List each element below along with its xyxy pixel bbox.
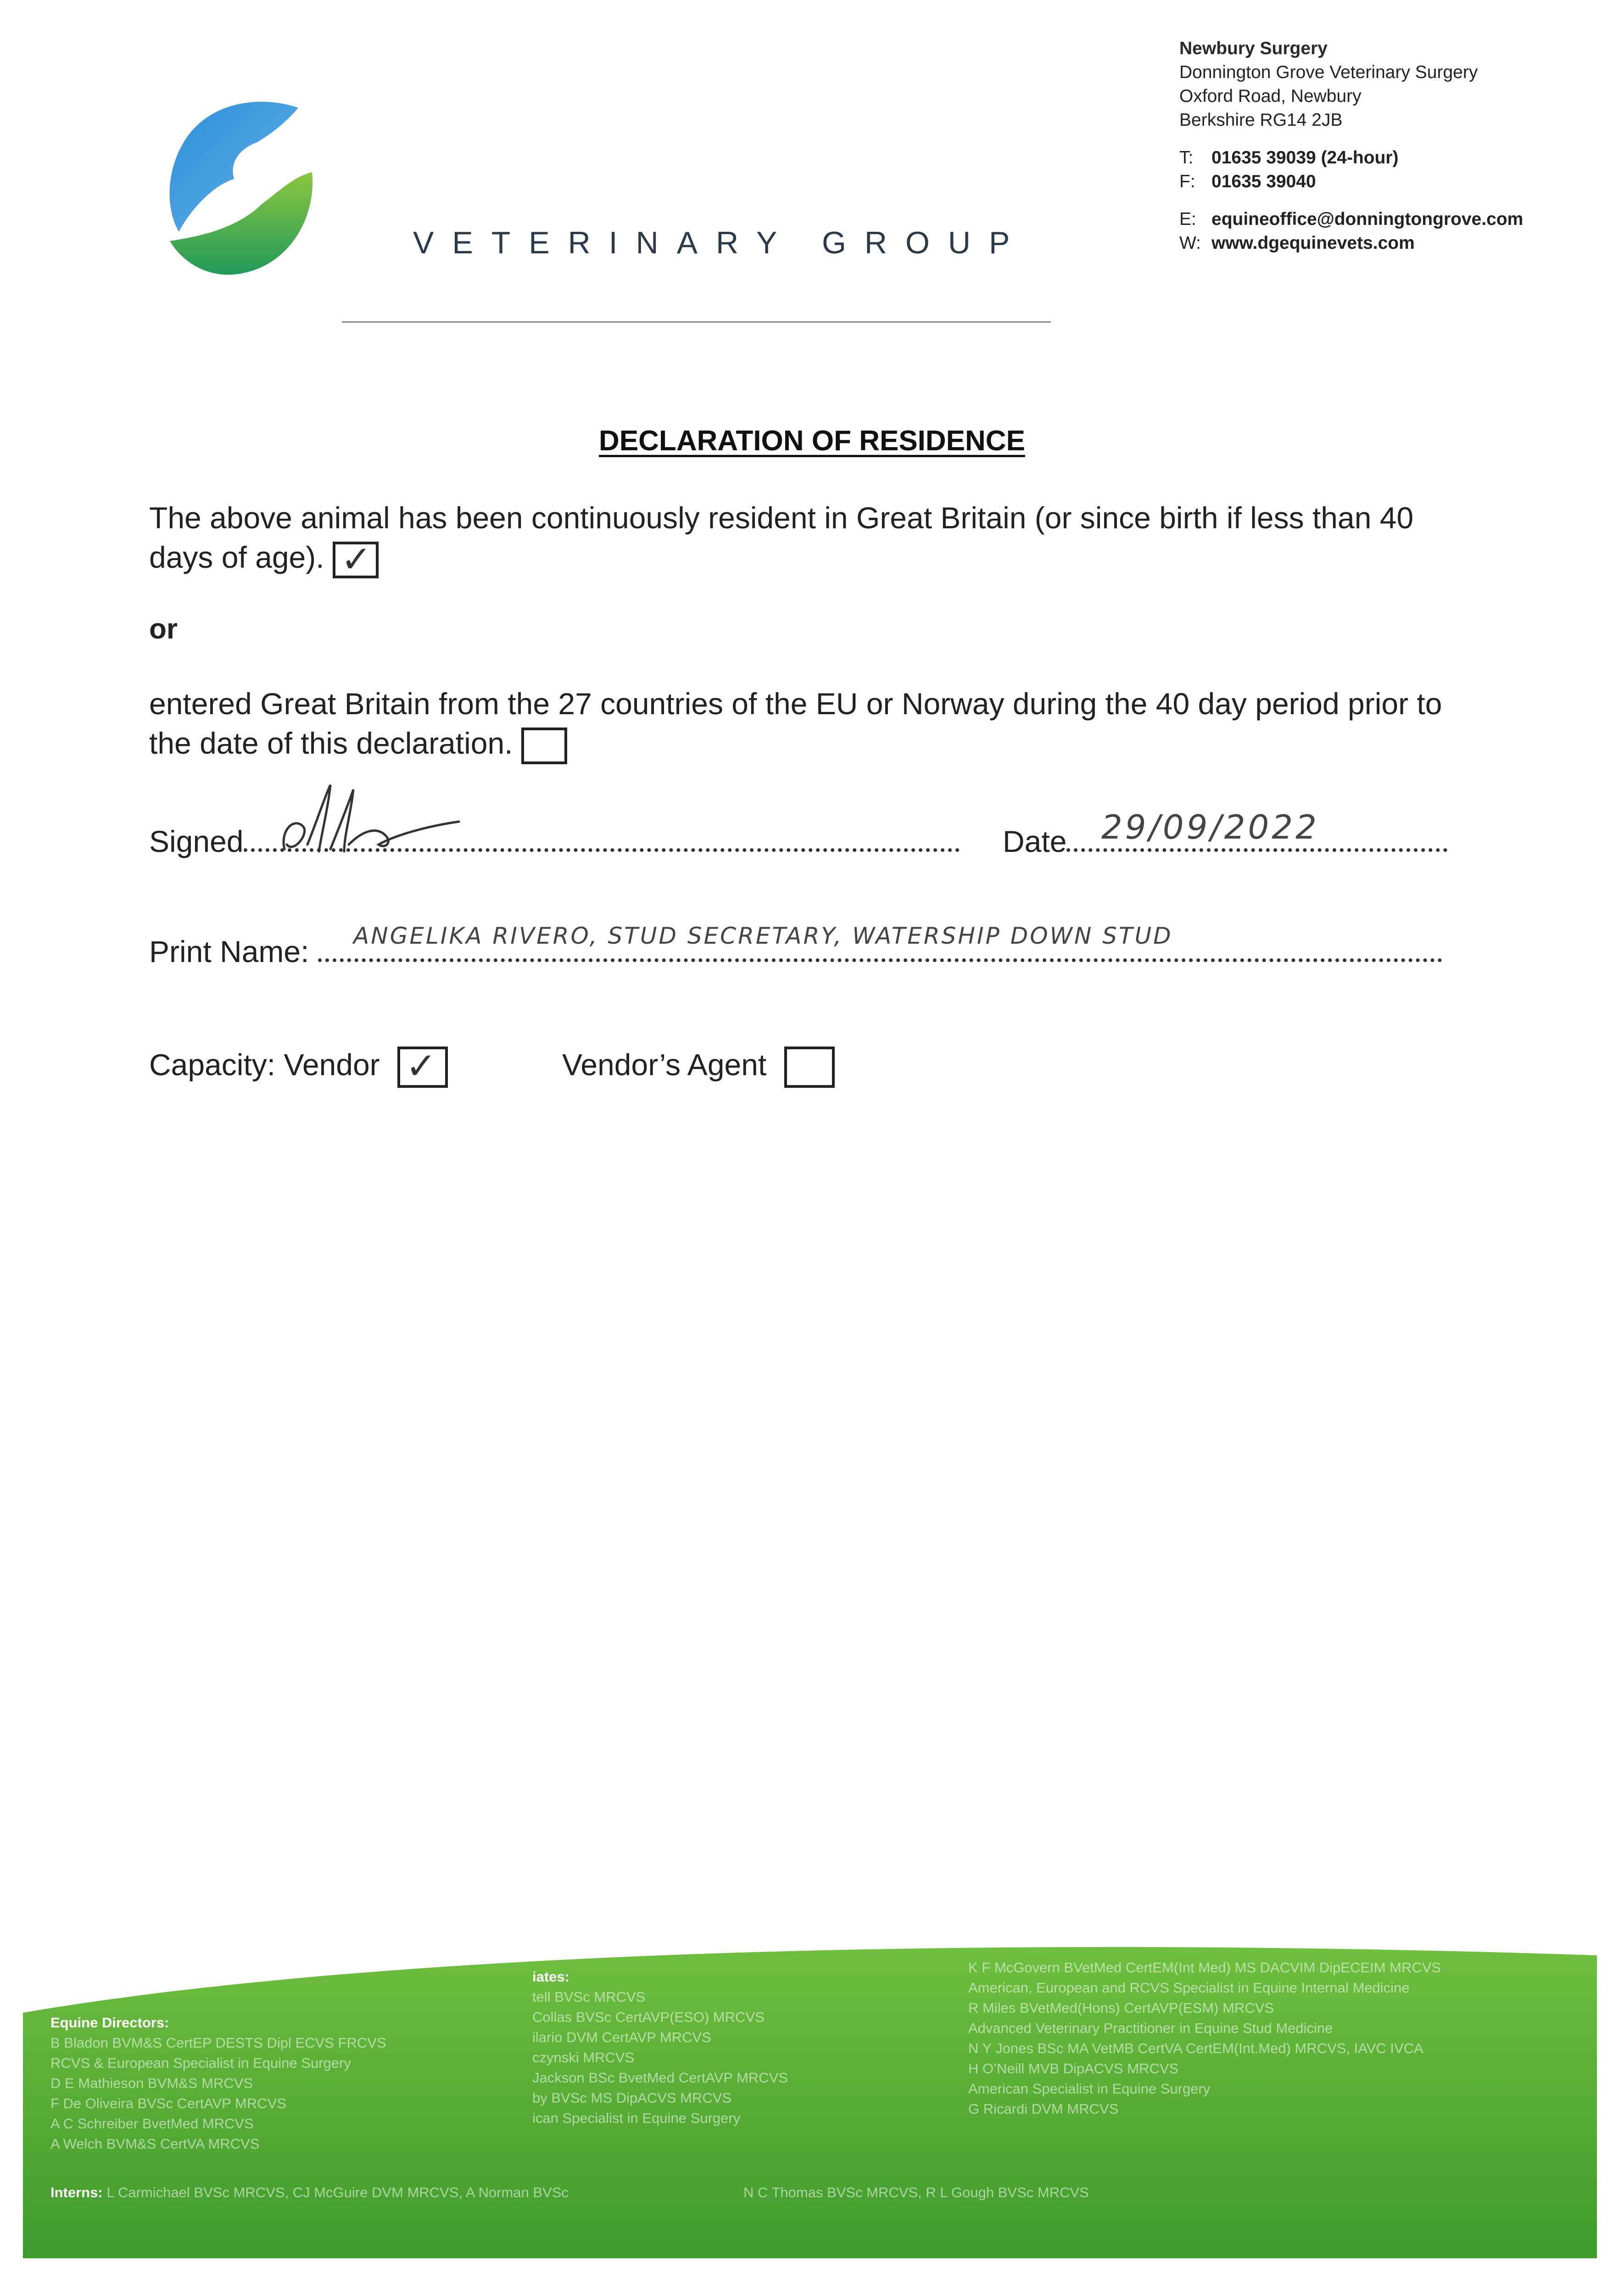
vendor-agent-label: Vendor’s Agent xyxy=(562,1047,767,1082)
specialist-line: R Miles BVetMed(Hons) CertAVP(ESM) MRCVS xyxy=(968,2000,1274,2016)
address-line-1: Donnington Grove Veterinary Surgery xyxy=(1179,62,1478,82)
director-line: A C Schreiber BvetMed MRCVS xyxy=(50,2116,254,2132)
or-separator: or xyxy=(149,613,178,645)
residence-option-1-checkbox[interactable] xyxy=(333,537,379,581)
residence-option-2-text: entered Great Britain from the 27 countries of the EU or Norway during the 40 day period prior to the date of this declaration. xyxy=(149,687,1442,760)
footer-directors xyxy=(50,2013,386,2154)
residence-option-1 xyxy=(149,498,1480,581)
email-address: equineoffice@donningtongrove.com xyxy=(1211,209,1524,229)
fax-number: 01635 39040 xyxy=(1211,172,1316,191)
associate-line: Jackson BSc BvetMed CertAVP MRCVS xyxy=(532,2070,788,2086)
footer-associates xyxy=(532,1967,788,2128)
veterinary-group-logo xyxy=(161,99,321,282)
vendor-checkbox[interactable] xyxy=(397,1047,448,1088)
fax-row xyxy=(1179,170,1523,194)
interns-label: Interns: xyxy=(50,2184,103,2200)
associate-line: czynski MRCVS xyxy=(532,2049,635,2066)
date-label: Date xyxy=(1003,824,1067,858)
specialist-line: G Ricardi DVM MRCVS xyxy=(968,2101,1119,2117)
vendor-agent-field xyxy=(562,1047,835,1088)
residence-option-2-checkbox[interactable] xyxy=(521,728,567,764)
web-address: www.dgequinevets.com xyxy=(1211,233,1415,253)
specialist-line: Advanced Veterinary Practitioner in Equine Stud Medicine xyxy=(968,2020,1333,2036)
associate-line: Collas BVSc CertAVP(ESO) MRCVS xyxy=(532,2009,765,2025)
fax-label: F: xyxy=(1179,172,1195,191)
director-line: A Welch BVM&S CertVA MRCVS xyxy=(50,2136,260,2152)
date-value: 29/09/2022 xyxy=(1101,808,1319,846)
residence-option-1-text: The above animal has been continuously resident in Great Britain (or since birth if less than 40 days of age). xyxy=(149,501,1414,574)
interns-list: L Carmichael BVSc MRCVS, CJ McGuire DVM MRCVS, A Norman BVSc xyxy=(106,2184,569,2200)
print-name-label: Print Name: xyxy=(149,935,309,968)
residence-option-2 xyxy=(149,684,1480,764)
web-row xyxy=(1179,231,1523,255)
specialist-line: K F McGovern BVetMed CertEM(Int Med) MS DACVIM DipECEIM MRCVS xyxy=(968,1959,1441,1976)
vendor-agent-checkbox[interactable] xyxy=(784,1047,835,1088)
footer-interns xyxy=(50,2183,569,2203)
directors-label: Equine Directors: xyxy=(50,2015,169,2031)
associates-label: iates: xyxy=(532,1969,569,1985)
director-line: F De Oliveira BVSc CertAVP MRCVS xyxy=(50,2095,286,2111)
associate-line: by BVSc MS DipACVS MRCVS xyxy=(532,2090,732,2106)
capacity-field xyxy=(149,1047,448,1088)
web-label: W: xyxy=(1179,233,1201,253)
director-line: B Bladon BVM&S CertEP DESTS Dipl ECVS FRCVS xyxy=(50,2035,386,2051)
specialist-line: American, European and RCVS Specialist in Equine Internal Medicine xyxy=(968,1980,1410,1996)
specialist-line: N Y Jones BSc MA VetMB CertVA CertEM(Int.Med) MRCVS, IAVC IVCA xyxy=(968,2040,1423,2056)
director-line: RCVS & European Specialist in Equine Surgery xyxy=(50,2055,351,2071)
associate-line: ilario DVM CertAVP MRCVS xyxy=(532,2029,711,2045)
header-divider xyxy=(342,321,1051,323)
check-mark-icon: ✓ xyxy=(340,537,372,581)
footer-specialists xyxy=(968,1958,1441,2119)
associate-line: tell BVSc MRCVS xyxy=(532,1989,646,2005)
print-name-line[interactable] xyxy=(318,952,1442,962)
email-row xyxy=(1179,207,1523,231)
address-line-2: Oxford Road, Newbury xyxy=(1179,86,1362,106)
capacity-label: Capacity: Vendor xyxy=(149,1047,380,1082)
specialist-line: H O’Neill MVB DipACVS MRCVS xyxy=(968,2060,1179,2077)
address-block xyxy=(1179,37,1523,255)
signed-field xyxy=(149,824,960,859)
specialist-line: American Specialist in Equine Surgery xyxy=(968,2081,1211,2097)
page-title: DECLARATION OF RESIDENCE xyxy=(599,425,1025,457)
address-line-3: Berkshire RG14 2JB xyxy=(1179,110,1343,130)
associate-line: ican Specialist in Equine Surgery xyxy=(532,2110,741,2126)
signed-label: Signed xyxy=(149,824,244,858)
check-mark-icon: ✓ xyxy=(405,1045,437,1087)
print-name-value: ANGELIKA RIVERO, STUD SECRETARY, WATERSHIP DOWN STUD xyxy=(353,923,1173,949)
telephone-number: 01635 39039 (24-hour) xyxy=(1211,148,1399,168)
telephone-label: T: xyxy=(1179,148,1194,168)
footer-interns-2: N C Thomas BVSc MRCVS, R L Gough BVSc MRCVS xyxy=(743,2184,1089,2200)
handwritten-signature xyxy=(275,776,468,868)
brand-name: VETERINARY GROUP xyxy=(413,225,1028,260)
email-label: E: xyxy=(1179,209,1196,229)
telephone-row xyxy=(1179,146,1523,170)
surgery-name: Newbury Surgery xyxy=(1179,39,1328,58)
director-line: D E Mathieson BVM&S MRCVS xyxy=(50,2075,253,2091)
